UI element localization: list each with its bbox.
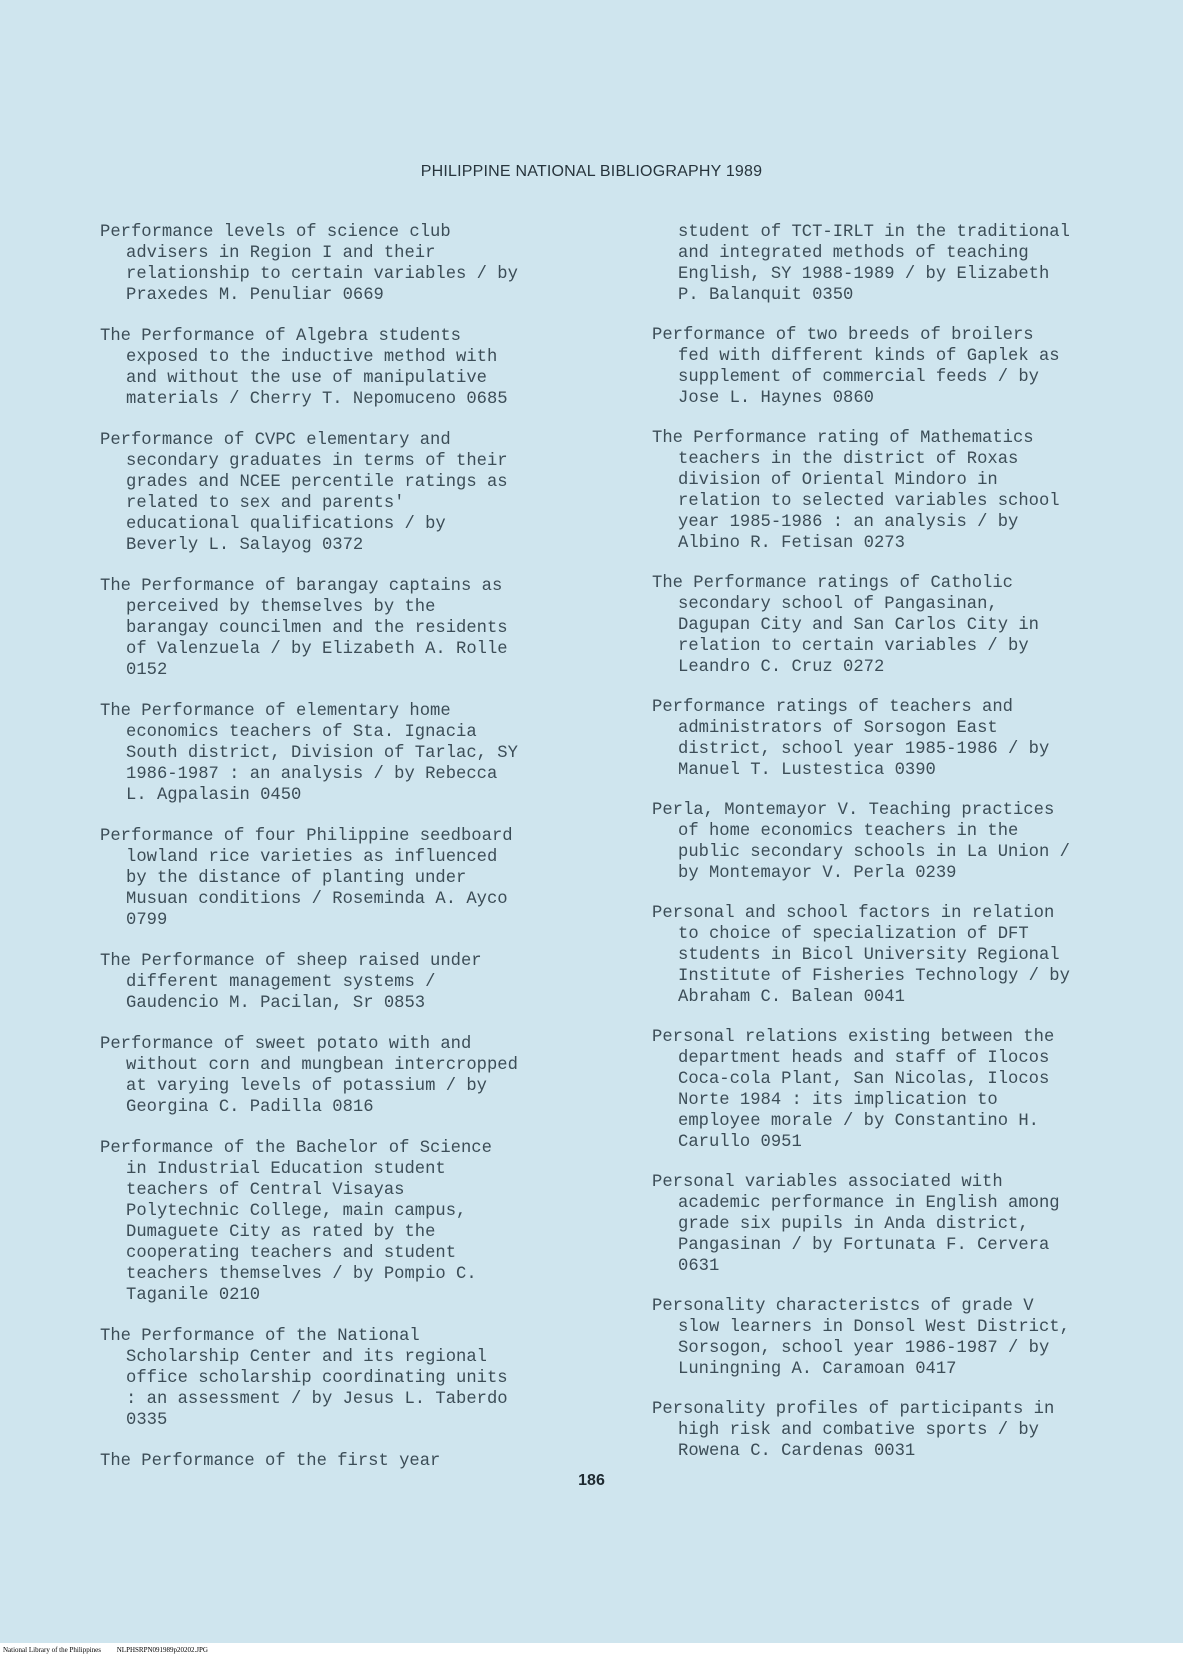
bib-entry: Performance levels of science club advisers in Region I and their relationship to certain variables / by Praxedes M. Penuliar 0669: [100, 223, 518, 305]
bib-entry: The Performance of the first year: [100, 1452, 441, 1471]
bib-entry: Perla, Montemayor V. Teaching practices of home economics teachers in the public secondary schools in La Union / by Montemayor V. Perla 0239: [652, 801, 1070, 883]
left-column: [100, 222, 610, 1492]
page-number: 186: [578, 1472, 605, 1489]
bib-entry: Performance of the Bachelor of Science in Industrial Education student teachers of Central Visayas Polytechnic College, main campus, Dumaguete City as rated by the cooperating teachers and student teachers themselves / by Pompio C. Taganile 0210: [100, 1139, 492, 1305]
bib-entry: Performance of sweet potato with and without corn and mungbean intercropped at varying levels of potassium / by Georgina C. Padilla 0816: [100, 1035, 518, 1117]
page-header: PHILIPPINE NATIONAL BIBLIOGRAPHY 1989: [420, 163, 763, 180]
bib-entry: Performance of four Philippine seedboard lowland rice varieties as influenced by the distance of planting under Musuan conditions / Roseminda A. Ayco 0799: [100, 827, 513, 930]
bib-entry: The Performance of the National Scholarship Center and its regional office scholarship coordinating units : an assessment / by Jesus L. Taberdo 0335: [100, 1327, 508, 1430]
footer-library: National Library of the Philippines: [3, 1646, 101, 1654]
bib-entry: Personal variables associated with academic performance in English among grade six pupils in Anda district, Pangasinan / by Fortunata F. Cervera 0631: [652, 1173, 1060, 1276]
bib-entry: Performance of two breeds of broilers fed with different kinds of Gaplek as supplement of commercial feeds / by Jose L. Haynes 0860: [652, 326, 1060, 408]
bib-entry: Personal relations existing between the department heads and staff of Ilocos Coca-cola Plant, San Nicolas, Ilocos Norte 1984 : its implication to employee morale / by Constantino H. Carullo 0951: [652, 1028, 1055, 1152]
bib-entry: Personal and school factors in relation to choice of specialization of DFT students in Bicol University Regional Institute of Fisheries Technology / by Abraham C. Balean 0041: [652, 904, 1070, 1007]
footer: [0, 1643, 1183, 1658]
bib-entry: Personality profiles of participants in high risk and combative sports / by Rowena C. Cardenas 0031: [652, 1400, 1055, 1461]
bib-entry: The Performance of sheep raised under different management systems / Gaudencio M. Pacilan, Sr 0853: [100, 952, 482, 1013]
bib-entry: Performance ratings of teachers and administrators of Sorsogon East district, school year 1985-1986 / by Manuel T. Lustestica 0390: [652, 698, 1050, 780]
footer-filename: NLPHSRPN091989p20202.JPG: [116, 1646, 208, 1654]
bib-entry: Personality characteristcs of grade V slow learners in Donsol West District, Sorsogon, school year 1986-1987 / by Luningning A. Caramoan 0417: [652, 1297, 1070, 1379]
bib-entry: The Performance ratings of Catholic secondary school of Pangasinan, Dagupan City and San Carlos City in relation to certain variables / by Leandro C. Cruz 0272: [652, 574, 1039, 677]
bib-entry: The Performance of barangay captains as perceived by themselves by the barangay councilmen and the residents of Valenzuela / by Elizabeth A. Rolle 0152: [100, 577, 508, 680]
bib-entry: Performance of CVPC elementary and secondary graduates in terms of their grades and NCEE percentile ratings as related to sex and parents' educational qualifications / by Beverly L. Salayog 0372: [100, 431, 508, 555]
right-column: [652, 222, 1162, 1481]
bib-entry-continued: student of TCT-IRLT in the traditional and integrated methods of teaching English, SY 1988-1989 / by Elizabeth P. Balanquit 0350: [678, 223, 1070, 305]
bib-entry: The Performance of elementary home economics teachers of Sta. Ignacia South district, Division of Tarlac, SY 1986-1987 : an analysis / by Rebecca L. Agpalasin 0450: [100, 702, 518, 805]
bib-entry: The Performance of Algebra students exposed to the inductive method with and without the use of manipulative materials / Cherry T. Nepomuceno 0685: [100, 327, 508, 409]
bib-entry: The Performance rating of Mathematics teachers in the district of Roxas division of Oriental Mindoro in relation to selected variables school year 1985-1986 : an analysis / by Albino R. Fetisan 0273: [652, 429, 1060, 553]
